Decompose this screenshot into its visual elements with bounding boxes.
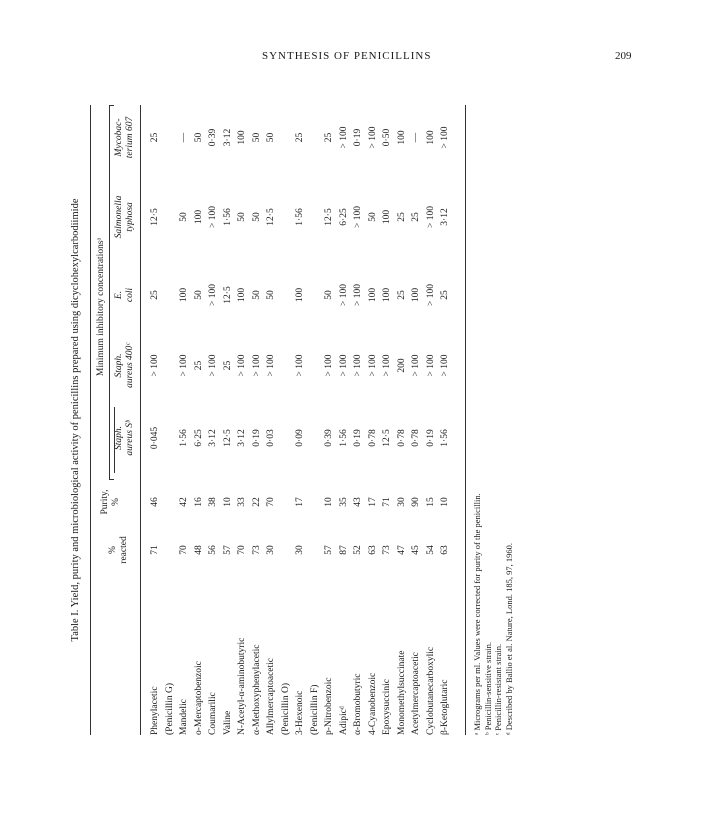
cell-reacted: 63 <box>440 545 450 555</box>
cell-staph-r: > 100 <box>411 354 421 377</box>
purity-header: Purity, <box>100 489 110 515</box>
salmonella-sub: typhosa <box>125 202 135 232</box>
cell-reacted: 73 <box>382 545 392 555</box>
cell-name: o-Mercaptobenzoic <box>193 661 204 735</box>
cell-name: Acetylmercaptoacetic <box>411 652 421 735</box>
cell-salmonella: 25 <box>411 212 421 222</box>
bottom-rule <box>465 105 466 735</box>
cell-staph-s: 0·09 <box>295 429 305 447</box>
cell-ecoli: > 100 <box>338 284 349 306</box>
cell-staph-r: > 100 <box>338 354 349 377</box>
cell-name: β-Ketoglutaric <box>440 679 450 735</box>
cell-reacted: 63 <box>367 545 378 555</box>
cell-staph-s: 0·78 <box>367 429 378 447</box>
cell-name: p-Nitrobenzoic <box>324 677 334 735</box>
footnote-d: ᵈ Described by Ballio et al. Nature, Lond. 185, 97, 1960. <box>503 543 514 735</box>
cell-purity: 10 <box>324 497 334 507</box>
cell-ecoli: 100 <box>179 287 189 303</box>
cell-myco: 50 <box>193 132 204 143</box>
table-row <box>382 105 394 735</box>
mic-group-left-tick <box>109 479 114 480</box>
cell-salmonella: 50 <box>367 212 378 222</box>
cell-staph-s: 12·5 <box>222 429 233 447</box>
running-head: SYNTHESIS OF PENICILLINS <box>262 50 432 62</box>
cell-reacted: 70 <box>237 545 247 555</box>
cell-name: 3-Hexenoic <box>295 690 305 735</box>
cell-purity: 16 <box>193 497 204 507</box>
cell-reacted: 47 <box>396 545 407 555</box>
table-row <box>426 105 438 735</box>
cell-purity: 35 <box>338 497 349 507</box>
table-row <box>295 105 307 735</box>
cell-salmonella: 12·5 <box>266 208 276 226</box>
staph-s-brace <box>114 407 115 473</box>
cell-staph-s: 0·19 <box>353 429 363 447</box>
cell-purity: 22 <box>251 497 262 507</box>
cell-myco: > 100 <box>367 126 378 149</box>
cell-reacted: 87 <box>338 545 349 555</box>
reacted-header: reacted <box>119 536 129 564</box>
table-row <box>237 105 249 735</box>
staph-resistant-header: Staph. <box>114 353 124 378</box>
cell-myco: 100 <box>237 130 247 145</box>
cell-salmonella: 100 <box>193 209 204 225</box>
cell-salmonella: 50 <box>179 212 189 222</box>
cell-name: Adipicᵈ <box>338 706 349 735</box>
cell-purity: 17 <box>295 497 305 507</box>
table-row <box>397 105 409 735</box>
cell-salmonella: 1·56 <box>222 208 233 226</box>
salmonella-header: Salmonella <box>114 195 124 239</box>
table-row <box>208 105 220 735</box>
cell-staph-s: 3·12 <box>208 429 218 447</box>
cell-ecoli: 50 <box>251 290 262 300</box>
footnote-b: ᵇ Penicillin-sensitive strain. <box>482 641 493 735</box>
cell-ecoli: 25 <box>150 290 160 300</box>
staph-sensitive-header: Staph. <box>114 426 124 451</box>
mycobacterium-sub: terium 607 <box>125 116 135 159</box>
cell-myco: — <box>411 132 421 143</box>
ecoli-header: E. <box>114 290 124 300</box>
cell-salmonella: > 100 <box>425 206 436 228</box>
cell-myco: 0·39 <box>208 128 218 147</box>
cell-reacted: 45 <box>411 545 421 555</box>
cell-ecoli: 100 <box>367 287 378 303</box>
cell-salmonella: 50 <box>237 212 247 222</box>
cell-ecoli: 25 <box>396 290 407 300</box>
cell-salmonella: 12·5 <box>324 208 334 226</box>
cell-name: Mandelic <box>179 699 189 735</box>
cell-purity: 43 <box>353 497 363 507</box>
table-row <box>281 105 293 735</box>
cell-myco: 25 <box>295 132 305 143</box>
cell-name: (Penicillin O) <box>280 683 291 735</box>
table-row <box>252 105 264 735</box>
footnotes <box>472 105 514 735</box>
cell-myco: 3·12 <box>222 128 233 147</box>
cell-salmonella: 12·5 <box>150 208 160 226</box>
cell-myco: 100 <box>425 130 436 145</box>
cell-ecoli: > 100 <box>425 284 436 306</box>
cell-staph-r: > 100 <box>179 354 189 377</box>
cell-staph-r: > 100 <box>237 354 247 377</box>
table-row <box>353 105 365 735</box>
mic-group-rule <box>109 105 110 480</box>
cell-staph-s: 1·56 <box>338 429 349 447</box>
reacted-pct-header: % <box>108 546 118 554</box>
cell-purity: 10 <box>440 497 450 507</box>
cell-name: N-Acetyl-α-aminobutyric <box>237 637 247 735</box>
cell-staph-r: 25 <box>193 360 204 371</box>
cell-staph-r: > 100 <box>266 354 276 377</box>
cell-ecoli: > 100 <box>353 284 363 306</box>
cell-reacted: 30 <box>295 545 305 555</box>
cell-salmonella: 100 <box>382 209 392 225</box>
cell-name: (Penicillin G) <box>164 683 175 735</box>
cell-reacted: 70 <box>179 545 189 555</box>
cell-staph-s: 1·56 <box>179 429 189 447</box>
cell-name: Phenylacetic <box>150 686 160 735</box>
cell-name: α-Methoxyphenylacetic <box>251 644 262 735</box>
cell-myco: 25 <box>324 132 334 143</box>
cell-myco: 50 <box>266 132 276 143</box>
cell-staph-r: > 100 <box>425 354 436 377</box>
cell-staph-r: > 100 <box>251 354 262 377</box>
table-caption: Table I. Yield, purity and microbiological activity of penicillins prepared using dicyclohexylcarbodiimide <box>70 198 81 642</box>
table-row <box>223 105 235 735</box>
footnote-c: ᶜ Penicillin-resistant strain. <box>493 643 503 735</box>
cell-ecoli: 25 <box>440 290 450 300</box>
cell-myco: — <box>179 132 189 143</box>
cell-purity: 71 <box>382 497 392 507</box>
cell-salmonella: 25 <box>396 212 407 222</box>
cell-ecoli: 50 <box>193 290 204 300</box>
cell-purity: 90 <box>411 497 421 507</box>
cell-reacted: 48 <box>193 545 204 555</box>
cell-reacted: 54 <box>425 545 436 555</box>
table-row <box>339 105 351 735</box>
page-number: 209 <box>615 50 632 62</box>
cell-staph-r: > 100 <box>150 354 160 377</box>
cell-purity: 30 <box>396 497 407 507</box>
purity-pct-header: % <box>111 498 121 506</box>
footnote-a: ᵃ Micrograms per ml. Values were corrected for purity of the penicillin. <box>472 493 482 735</box>
cell-staph-s: 0·78 <box>396 429 407 447</box>
mic-group-header: Minimum inhibitory concentrationsᵃ <box>96 237 106 377</box>
table-row <box>310 105 322 735</box>
cell-purity: 17 <box>367 497 378 507</box>
cell-staph-r: 25 <box>222 360 233 371</box>
cell-ecoli: 100 <box>411 287 421 303</box>
cell-purity: 15 <box>425 497 436 507</box>
top-rule <box>90 105 91 735</box>
cell-staph-s: 0·78 <box>411 429 421 447</box>
cell-name: Epoxysuccinic <box>382 679 392 735</box>
cell-reacted: 57 <box>324 545 334 555</box>
cell-myco: 25 <box>150 132 160 143</box>
cell-name: Monomethylsuccinate <box>396 650 407 735</box>
cell-ecoli: 12·5 <box>222 286 233 304</box>
cell-salmonella: 6·25 <box>338 208 349 226</box>
cell-salmonella: 1·56 <box>295 208 305 226</box>
cell-ecoli: 100 <box>237 287 247 303</box>
table-row <box>165 105 177 735</box>
cell-purity: 33 <box>237 497 247 507</box>
cell-myco: > 100 <box>440 126 450 149</box>
cell-salmonella: 50 <box>251 212 262 222</box>
table-row <box>324 105 336 735</box>
table-row <box>194 105 206 735</box>
table-row <box>179 105 191 735</box>
rotated-table <box>70 105 520 735</box>
cell-reacted: 56 <box>208 545 218 555</box>
staph-resistant-sub: aureus 400ᶜ <box>125 343 135 388</box>
cell-myco: 0·19 <box>353 128 363 147</box>
cell-purity: 10 <box>222 497 233 507</box>
table-row <box>368 105 380 735</box>
cell-staph-s: 3·12 <box>237 429 247 447</box>
cell-salmonella: > 100 <box>208 206 218 228</box>
table-row <box>411 105 423 735</box>
cell-name: Valine <box>222 710 233 735</box>
cell-reacted: 73 <box>251 545 262 555</box>
cell-name: Coumarilic <box>208 692 218 735</box>
cell-myco: 100 <box>396 130 407 145</box>
ecoli-sub: coli <box>125 287 135 303</box>
cell-staph-r: > 100 <box>440 354 450 377</box>
staph-sensitive-sub: aureus Sᵇ <box>125 420 135 456</box>
cell-staph-s: 0·19 <box>425 429 436 447</box>
cell-purity: 46 <box>150 497 160 507</box>
cell-reacted: 30 <box>266 545 276 555</box>
cell-myco: > 100 <box>338 126 349 149</box>
cell-salmonella: > 100 <box>353 206 363 228</box>
table-row <box>266 105 278 735</box>
header-rule <box>140 105 141 735</box>
cell-staph-s: 6·25 <box>193 429 204 447</box>
cell-salmonella: 3·12 <box>440 208 450 226</box>
cell-name: 4-Cyanobenzoic <box>367 672 378 735</box>
table-row <box>440 105 452 735</box>
cell-staph-r: > 100 <box>353 354 363 377</box>
cell-name: Allylmercaptoacetic <box>266 657 276 735</box>
cell-myco: 50 <box>251 132 262 143</box>
cell-staph-r: > 100 <box>382 354 392 377</box>
cell-staph-r: 200 <box>396 358 407 373</box>
cell-purity: 42 <box>179 497 189 507</box>
cell-staph-s: 0·045 <box>150 426 160 450</box>
cell-staph-s: 0·19 <box>251 429 262 447</box>
cell-staph-s: 12·5 <box>382 429 392 447</box>
cell-name: Cyclobutanecarboxylic <box>425 646 436 735</box>
cell-name: (Penicillin F) <box>309 684 320 735</box>
cell-ecoli: > 100 <box>208 284 218 306</box>
cell-myco: 0·50 <box>382 128 392 147</box>
cell-ecoli: 100 <box>382 287 392 303</box>
cell-staph-s: 0·03 <box>266 429 276 447</box>
cell-name: α-Bromobutyric <box>353 673 363 735</box>
cell-reacted: 57 <box>222 545 233 555</box>
cell-reacted: 52 <box>353 545 363 555</box>
cell-purity: 38 <box>208 497 218 507</box>
cell-reacted: 71 <box>150 545 160 555</box>
cell-staph-s: 0·39 <box>324 429 334 447</box>
cell-staph-r: > 100 <box>295 354 305 377</box>
cell-staph-r: > 100 <box>367 354 378 377</box>
table-row <box>150 105 162 735</box>
cell-ecoli: 50 <box>324 290 334 300</box>
cell-ecoli: 100 <box>295 287 305 303</box>
cell-staph-r: > 100 <box>324 354 334 377</box>
cell-staph-s: 1·56 <box>440 429 450 447</box>
cell-staph-r: > 100 <box>208 354 218 377</box>
cell-purity: 70 <box>266 497 276 507</box>
cell-ecoli: 50 <box>266 290 276 300</box>
mycobacterium-header: Mycobac- <box>114 118 124 157</box>
